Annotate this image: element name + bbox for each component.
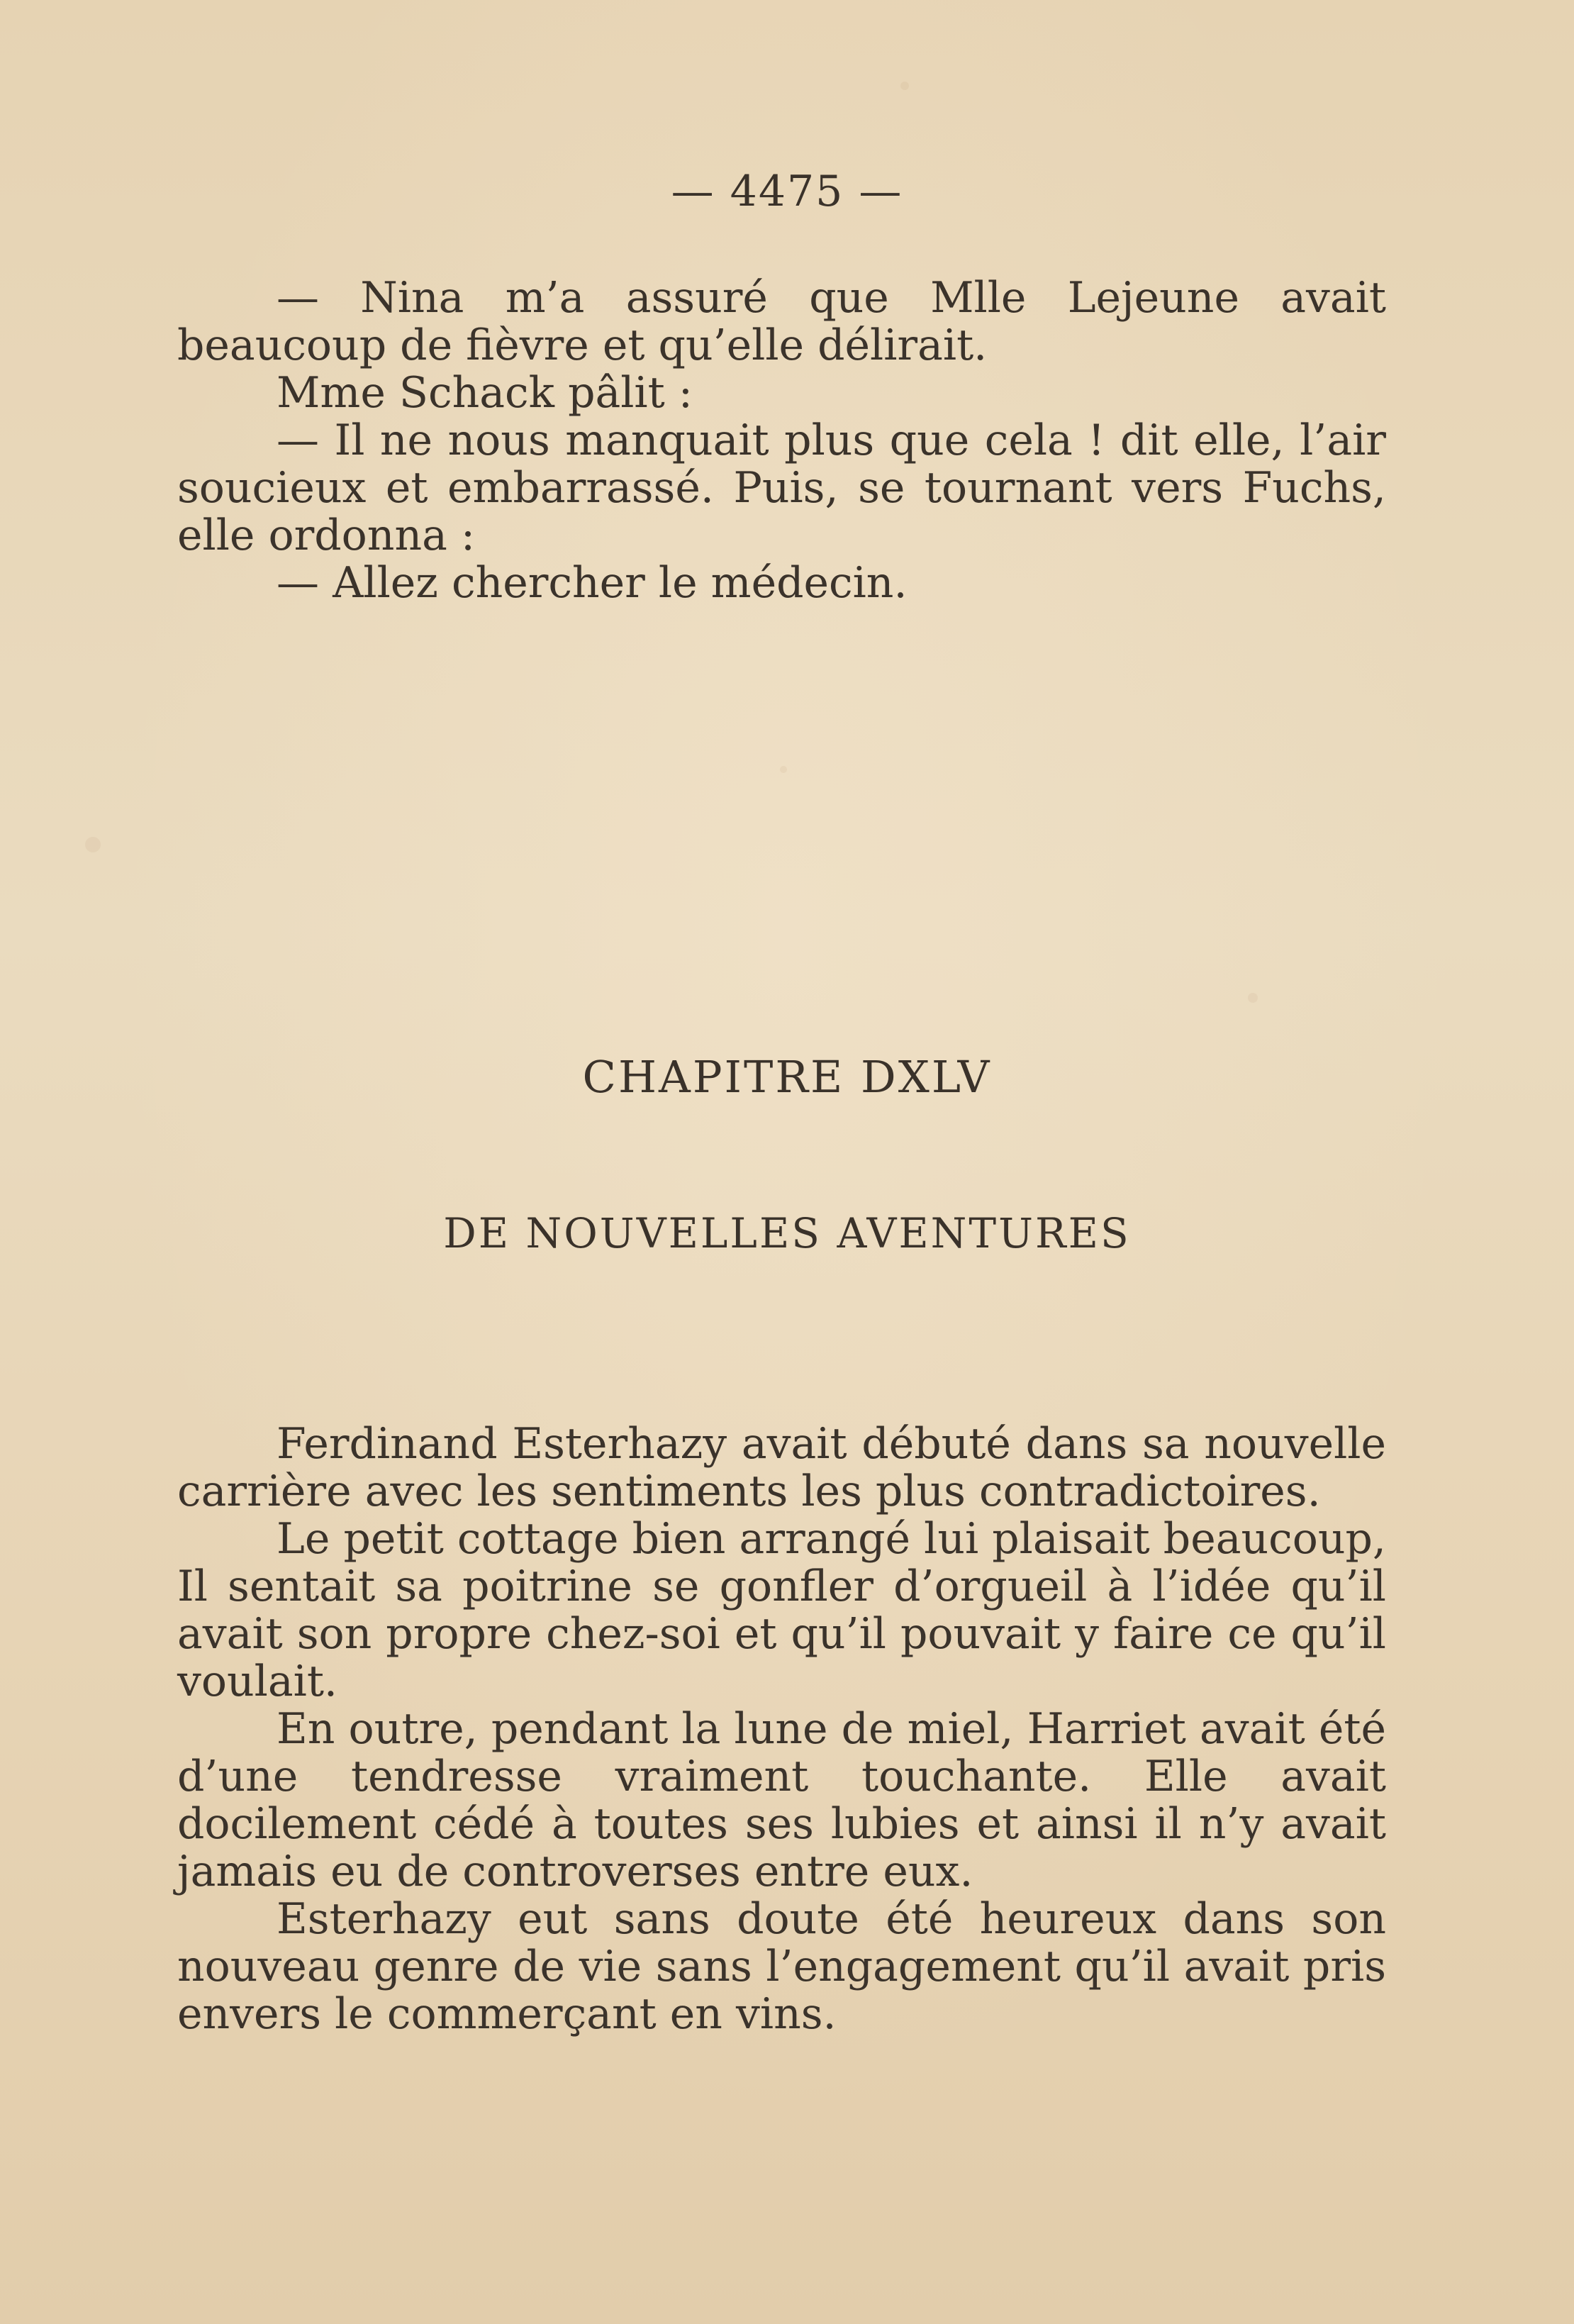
dialogue-section: [177, 274, 1386, 607]
paper-spot: [85, 837, 101, 852]
paragraph: Le petit cottage bien arrangé lui plaisait beaucoup, Il sentait sa poitrine se gonfler d’orgueil à l’idée qu’il avait son propre chez-soi et qu’il pouvait y faire ce qu’il voulait.: [177, 1514, 1386, 1706]
paper-spot: [900, 82, 909, 90]
chapter-body: [177, 1420, 1386, 2038]
paragraph: Esterhazy eut sans doute été heureux dans son nouveau genre de vie sans l’engagement qu’il avait pris envers le commerçant en vins.: [177, 1894, 1386, 2039]
page-number: — 4475 —: [671, 167, 903, 216]
chapter-subtitle: DE NOUVELLES AVENTURES: [443, 1209, 1131, 1257]
paragraph: — Allez chercher le médecin.: [277, 558, 908, 608]
paragraph: — Nina m’a assuré que Mlle Lejeune avait beaucoup de fièvre et qu’elle délirait.: [177, 273, 1386, 370]
paper-spot: [1248, 993, 1258, 1003]
paragraph: En outre, pendant la lune de miel, Harriet avait été d’une tendresse vraiment touchante. Elle avait docilement cédé à toutes ses lubies et ainsi il n’y avait jamais eu de controverses entre eux.: [177, 1704, 1386, 1896]
paragraph: — Il ne nous manquait plus que cela ! dit elle, l’air soucieux et embarrassé. Puis, se tournant vers Fuchs, elle ordonna :: [177, 416, 1386, 560]
paragraph: Ferdinand Esterhazy avait débuté dans sa nouvelle carrière avec les sentiments les plus contradictoires.: [177, 1419, 1386, 1516]
chapter-title: CHAPITRE DXLV: [582, 1051, 992, 1103]
paragraph: Mme Schack pâlit :: [277, 368, 693, 418]
paper-spot: [780, 766, 787, 773]
